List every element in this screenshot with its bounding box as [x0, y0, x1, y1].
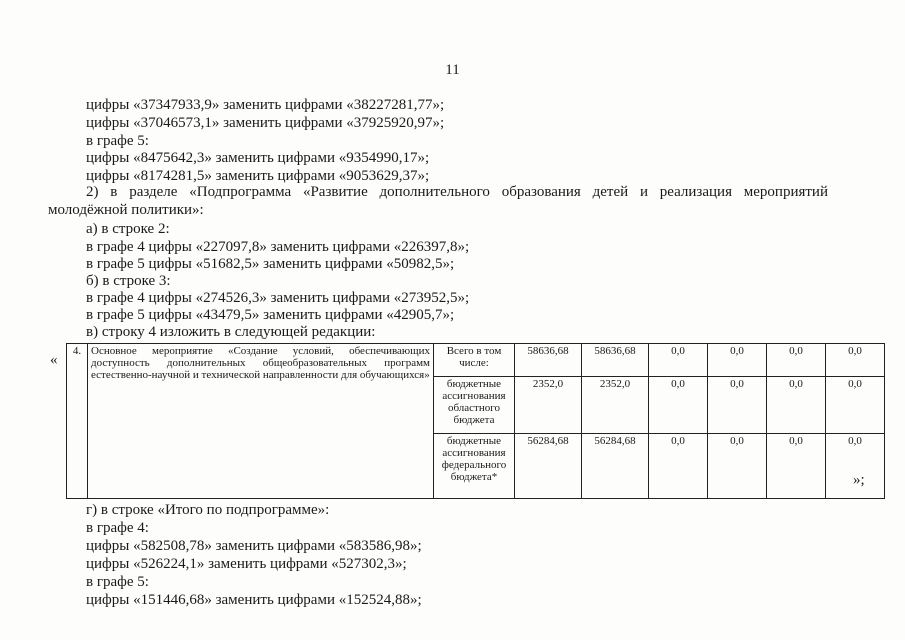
- value-cell: 56284,68: [515, 434, 582, 499]
- value-cell: 0,0: [826, 377, 885, 434]
- value-cell: 56284,68: [582, 434, 649, 499]
- text-line: в графе 4 цифры «274526,3» заменить цифрами «273952,5»;: [86, 290, 470, 306]
- value-cell: 0,0: [767, 344, 826, 377]
- funding-source-cell: бюджетные ассигнования областного бюджета: [434, 377, 515, 434]
- section-2-heading-line-1: 2) в разделе «Подпрограмма «Развитие дополнительного образования детей и реализация мероприятий: [86, 184, 828, 200]
- text-line: цифры «8174281,5» заменить цифрами «9053629,37»;: [86, 168, 430, 184]
- program-table: [66, 343, 885, 499]
- value-cell: 0,0: [826, 344, 885, 377]
- text-line: в графе 5 цифры «51682,5» заменить цифрами «50982,5»;: [86, 256, 455, 272]
- text-line: б) в строке 3:: [86, 273, 171, 289]
- page-number: 11: [445, 62, 460, 78]
- value-cell: 0,0: [826, 434, 885, 499]
- value-cell: 0,0: [649, 377, 708, 434]
- table-row: [67, 344, 885, 377]
- funding-source-cell: Всего в том числе:: [434, 344, 515, 377]
- text-line: цифры «526224,1» заменить цифрами «527302,3»;: [86, 556, 407, 572]
- text-line: в графе 4 цифры «227097,8» заменить цифрами «226397,8»;: [86, 239, 470, 255]
- funding-source-cell: бюджетные ассигнования федерального бюджета*: [434, 434, 515, 499]
- text-line: цифры «37347933,9» заменить цифрами «38227281,77»;: [86, 97, 445, 113]
- closing-quote: »;: [853, 472, 865, 488]
- value-cell: 0,0: [767, 434, 826, 499]
- value-cell: 0,0: [708, 344, 767, 377]
- activity-name-cell: Основное мероприятие «Создание условий, обеспечивающих доступность дополнительных общеобразовательных программ естественно-научной и технической направленности для обучающихся»: [88, 344, 434, 499]
- text-line: в графе 5:: [86, 574, 149, 590]
- row-number-cell: 4.: [67, 344, 88, 499]
- text-line: г) в строке «Итого по подпрограмме»:: [86, 502, 330, 518]
- value-cell: 58636,68: [582, 344, 649, 377]
- value-cell: 0,0: [767, 377, 826, 434]
- value-cell: 0,0: [708, 434, 767, 499]
- section-2-heading-line-2: молодёжной политики»:: [48, 202, 204, 218]
- text-line: цифры «151446,68» заменить цифрами «152524,88»;: [86, 592, 422, 608]
- text-line: в) строку 4 изложить в следующей редакции:: [86, 324, 376, 340]
- text-line: в графе 5 цифры «43479,5» заменить цифрами «42905,7»;: [86, 307, 455, 323]
- value-cell: 0,0: [649, 344, 708, 377]
- text-line: в графе 4:: [86, 520, 149, 536]
- value-cell: 2352,0: [515, 377, 582, 434]
- opening-quote: «: [50, 352, 58, 368]
- text-line: цифры «37046573,1» заменить цифрами «37925920,97»;: [86, 115, 445, 131]
- text-line: цифры «8475642,3» заменить цифрами «9354990,17»;: [86, 150, 430, 166]
- text-line: а) в строке 2:: [86, 221, 170, 237]
- text-line: цифры «582508,78» заменить цифрами «583586,98»;: [86, 538, 422, 554]
- value-cell: 58636,68: [515, 344, 582, 377]
- value-cell: 0,0: [708, 377, 767, 434]
- value-cell: 0,0: [649, 434, 708, 499]
- text-line: в графе 5:: [86, 133, 149, 149]
- value-cell: 2352,0: [582, 377, 649, 434]
